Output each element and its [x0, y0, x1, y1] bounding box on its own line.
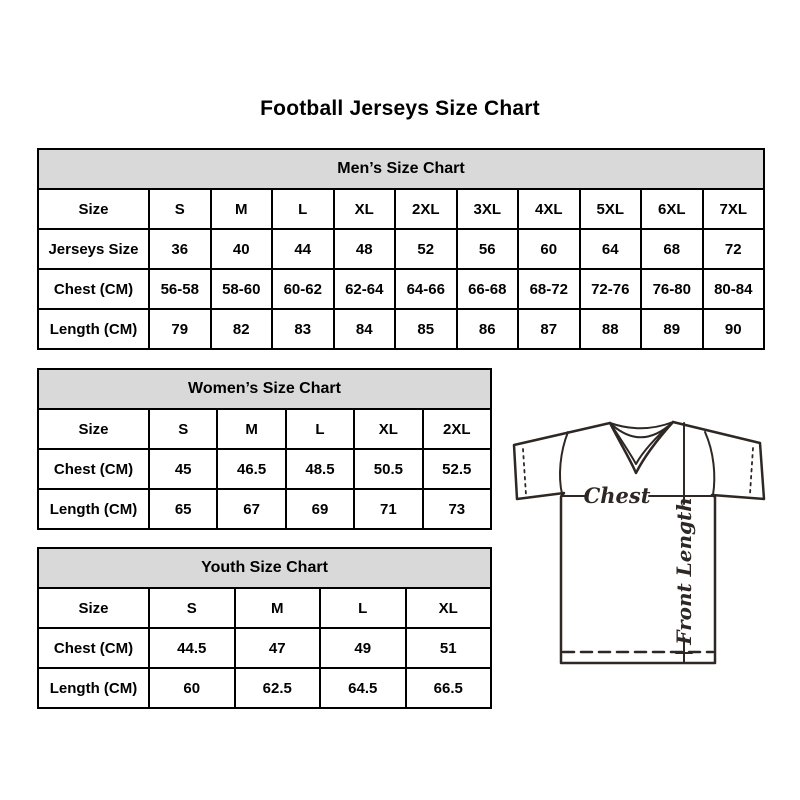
table-row	[38, 409, 491, 449]
value-cell: XL	[354, 409, 422, 449]
value-cell: 44	[272, 229, 334, 269]
table-row	[38, 489, 491, 529]
value-cell: 3XL	[457, 189, 519, 229]
value-cell: 48.5	[286, 449, 354, 489]
value-cell: 4XL	[518, 189, 580, 229]
value-cell: 64-66	[395, 269, 457, 309]
jersey-icon	[500, 400, 800, 700]
value-cell: 83	[272, 309, 334, 349]
value-cell: M	[235, 588, 321, 628]
table-row	[38, 588, 491, 628]
value-cell: 45	[149, 449, 217, 489]
row-label-cell: Jerseys Size	[38, 229, 149, 269]
value-cell: 40	[211, 229, 273, 269]
value-cell: 56-58	[149, 269, 211, 309]
youth-size-table	[37, 547, 492, 709]
value-cell: 65	[149, 489, 217, 529]
value-cell: 85	[395, 309, 457, 349]
right-cuff-stitch-line	[750, 448, 753, 494]
table-row	[38, 189, 764, 229]
value-cell: 86	[457, 309, 519, 349]
value-cell: M	[217, 409, 285, 449]
row-label-cell: Length (CM)	[38, 489, 149, 529]
value-cell: 88	[580, 309, 642, 349]
mens-size-table	[37, 148, 765, 350]
value-cell: 64.5	[320, 668, 406, 708]
value-cell: L	[320, 588, 406, 628]
row-label-cell: Chest (CM)	[38, 269, 149, 309]
value-cell: 90	[703, 309, 765, 349]
value-cell: 89	[641, 309, 703, 349]
jersey-measurement-diagram	[500, 400, 800, 700]
youth-table-title: Youth Size Chart	[38, 548, 491, 588]
value-cell: S	[149, 588, 235, 628]
value-cell: 80-84	[703, 269, 765, 309]
row-label-cell: Size	[38, 588, 149, 628]
table-row	[38, 628, 491, 668]
value-cell: 58-60	[211, 269, 273, 309]
value-cell: 46.5	[217, 449, 285, 489]
row-label-cell: Length (CM)	[38, 309, 149, 349]
jersey-collar-top-arc	[610, 422, 673, 428]
value-cell: 66.5	[406, 668, 492, 708]
value-cell: 60-62	[272, 269, 334, 309]
front-length-label: Front Length	[672, 497, 696, 645]
value-cell: 76-80	[641, 269, 703, 309]
value-cell: 60	[149, 668, 235, 708]
table-row	[38, 668, 491, 708]
value-cell: 66-68	[457, 269, 519, 309]
table-header-row	[38, 548, 491, 588]
value-cell: 56	[457, 229, 519, 269]
value-cell: 52	[395, 229, 457, 269]
table-row	[38, 229, 764, 269]
womens-table-title: Women’s Size Chart	[38, 369, 491, 409]
table-header-row	[38, 369, 491, 409]
row-label-cell: Chest (CM)	[38, 449, 149, 489]
page-title: Football Jerseys Size Chart	[260, 97, 540, 120]
value-cell: 73	[423, 489, 491, 529]
value-cell: 2XL	[395, 189, 457, 229]
value-cell: 44.5	[149, 628, 235, 668]
value-cell: 60	[518, 229, 580, 269]
value-cell: 64	[580, 229, 642, 269]
value-cell: 7XL	[703, 189, 765, 229]
row-label-cell: Chest (CM)	[38, 628, 149, 668]
value-cell: 69	[286, 489, 354, 529]
table-row	[38, 269, 764, 309]
value-cell: S	[149, 409, 217, 449]
value-cell: 62-64	[334, 269, 396, 309]
value-cell: 49	[320, 628, 406, 668]
value-cell: 87	[518, 309, 580, 349]
value-cell: 71	[354, 489, 422, 529]
value-cell: 36	[149, 229, 211, 269]
value-cell: 68	[641, 229, 703, 269]
value-cell: 51	[406, 628, 492, 668]
row-label-cell: Size	[38, 189, 149, 229]
value-cell: 5XL	[580, 189, 642, 229]
value-cell: 84	[334, 309, 396, 349]
value-cell: 50.5	[354, 449, 422, 489]
value-cell: 48	[334, 229, 396, 269]
row-label-cell: Size	[38, 409, 149, 449]
value-cell: 72	[703, 229, 765, 269]
value-cell: 68-72	[518, 269, 580, 309]
value-cell: L	[272, 189, 334, 229]
value-cell: 62.5	[235, 668, 321, 708]
table-row	[38, 309, 764, 349]
value-cell: 6XL	[641, 189, 703, 229]
chest-label: Chest	[583, 483, 651, 508]
left-cuff-stitch-line	[523, 449, 526, 495]
womens-size-table	[37, 368, 492, 530]
value-cell: S	[149, 189, 211, 229]
jersey-left-armhole-seam	[560, 432, 568, 494]
jersey-right-armhole-seam	[705, 432, 714, 495]
value-cell: 52.5	[423, 449, 491, 489]
table-row	[38, 449, 491, 489]
table-header-row	[38, 149, 764, 189]
value-cell: 67	[217, 489, 285, 529]
value-cell: 79	[149, 309, 211, 349]
value-cell: 47	[235, 628, 321, 668]
value-cell: L	[286, 409, 354, 449]
value-cell: XL	[334, 189, 396, 229]
value-cell: 2XL	[423, 409, 491, 449]
mens-table-title: Men’s Size Chart	[38, 149, 764, 189]
value-cell: 82	[211, 309, 273, 349]
value-cell: 72-76	[580, 269, 642, 309]
row-label-cell: Length (CM)	[38, 668, 149, 708]
value-cell: XL	[406, 588, 492, 628]
value-cell: M	[211, 189, 273, 229]
